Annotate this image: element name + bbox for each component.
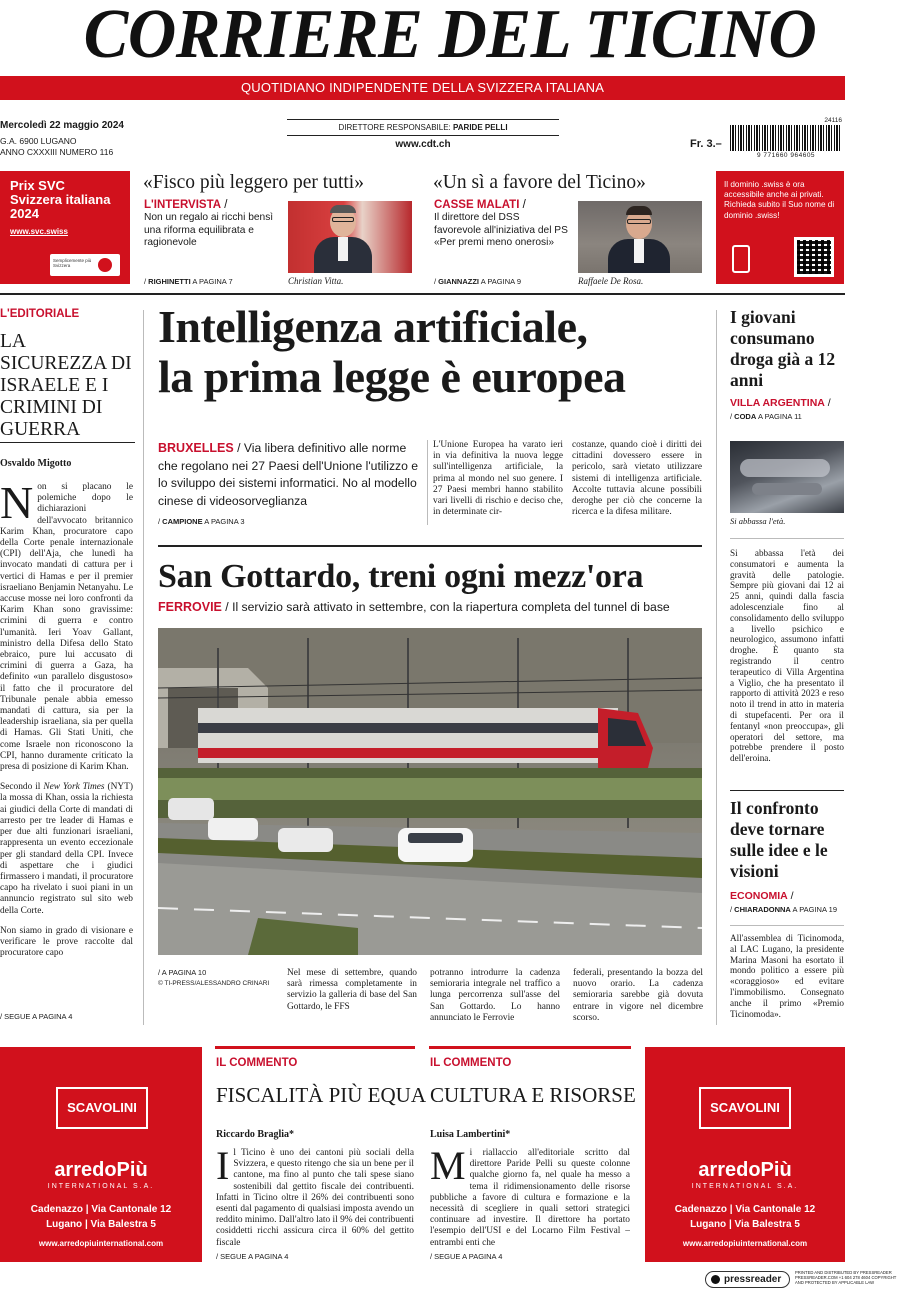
gotthard-photo bbox=[158, 628, 702, 955]
qr-code-icon[interactable] bbox=[794, 237, 834, 277]
gotthard-deck: FERROVIE / Il servizio sarà attivato in settembre, con la riapertura completa del tunnel di base bbox=[158, 600, 670, 614]
masthead-subtitle: QUOTIDIANO INDIPENDENTE DELLA SVIZZERA ITALIANA bbox=[240, 80, 605, 95]
casse-ref[interactable]: / GIANNAZZI A PAGINA 9 bbox=[434, 277, 521, 286]
casse-caption: Raffaele De Rosa. bbox=[578, 276, 644, 286]
masthead-title: CORRIERE DEL TICINO bbox=[83, 0, 817, 73]
promo-domain[interactable] bbox=[716, 171, 844, 284]
director-line: DIRETTORE RESPONSABILE: PARIDE PELLI bbox=[338, 123, 508, 132]
phone-icon bbox=[732, 245, 750, 273]
editorial-kicker: L'EDITORIALE bbox=[0, 308, 80, 320]
economy-headline[interactable]: Il confronto deve tornare sulle idee e le visioni bbox=[730, 798, 828, 881]
ad-left-url[interactable]: www.arredopiuinternational.com bbox=[38, 1239, 164, 1248]
ad-right-line1: Cadenazzo | Via Cantonale 12 bbox=[674, 1204, 816, 1215]
interview-kicker: L'INTERVISTA / bbox=[144, 199, 228, 211]
comment2-author: Luisa Lambertini* bbox=[430, 1129, 511, 1140]
drugs-photo bbox=[730, 441, 844, 513]
lead-headline[interactable]: Intelligenza artificiale, la prima legge è europea bbox=[158, 301, 626, 402]
ad-left-brand: SCAVOLINI bbox=[56, 1087, 148, 1129]
price: Fr. 3.– bbox=[690, 138, 722, 150]
interview-photo bbox=[288, 201, 412, 273]
comment2-body: Mi riallaccio all'editoriale scritto dal direttore Paride Pelli su queste colonne qualche giorno fa, nel quale ha messo a tema il ridimensionamento delle risorse pubbliche a favore di cultura e formazione e la necessità di scegliere in quali settori strategici continuare ad investire. Il direttore ha portato l'esempio dell'USI e del Locarno Film Festival – entrambi enti che bbox=[430, 1148, 630, 1248]
economy-ref[interactable]: / CHIARADONNA A PAGINA 19 bbox=[730, 905, 837, 914]
gotthard-photo-credit: © TI-PRESS/ALESSANDRO CRINARI bbox=[158, 980, 270, 987]
comment1-body: Il Ticino è uno dei cantoni più sociali della Svizzera, e questo ritengo che sia un bene per il cantone, ma fino al punto che tali spese siano sostenibili dal gettito fiscale dei contribuenti. Infatti in Ticino oltre il 26% dei contribuenti sono esenti dal pagamento di qualsiasi imposta avendo un reddito minimo. Dall'altro lato il 9% dei contribuenti cosiddetti ricchi assicura circa il 60% del gettito fiscale bbox=[216, 1148, 414, 1248]
date: Mercoledì 22 maggio 2024 bbox=[0, 120, 124, 131]
comment1-author: Riccardo Braglia* bbox=[216, 1129, 295, 1140]
ad-left-line1: Cadenazzo | Via Cantonale 12 bbox=[30, 1204, 172, 1215]
ad-right-url[interactable]: www.arredopiuinternational.com bbox=[682, 1239, 808, 1248]
website-link[interactable]: www.cdt.ch bbox=[395, 139, 451, 150]
ad-left-store: arredoPiù bbox=[54, 1159, 148, 1181]
gotthard-col2: potranno introdurre la cadenza semioraria integrale nel traffico a lunga percorrenza sull'asse del San Gottardo. Lo hanno annunciato le Ferrovie bbox=[430, 968, 560, 1023]
issue-number: ANNO CXXXIII NUMERO 116 bbox=[0, 147, 114, 157]
place: G.A. 6900 LUGANO bbox=[0, 136, 77, 146]
drugs-caption: Si abbassa l'età. bbox=[730, 516, 786, 526]
comment2-headline[interactable]: CULTURA E RISORSE bbox=[430, 1083, 636, 1107]
gotthard-headline[interactable]: San Gottardo, treni ogni mezz'ora bbox=[158, 558, 644, 595]
pressreader-notice: PRINTED AND DISTRIBUTED BY PRESSREADER PRESSREADER.COM +1 604 278 4604 COPYRIGHT AND PROTECTED BY APPLICABLE LAW bbox=[795, 1270, 897, 1285]
casse-photo bbox=[578, 201, 702, 273]
interview-ref[interactable]: / RIGHINETTI A PAGINA 7 bbox=[144, 277, 233, 286]
casse-kicker: CASSE MALATI / bbox=[434, 199, 526, 211]
editorial-body: N on si placano le polemiche dopo le dichiarazioni dell'avvocato britannico Karim Khan, procuratore capo della Corte penale internazionale (CPI) dell'Aja, che lunedì ha invocato mandati di cattura per i vertici di Hamas e per il premier israeliano Benjamin Netanyahu. Le accuse mosse nei loro confronti da Karim Khan sono gravissime: crimini di guerra e contro l'umanità. Ieri Yoav Gallant, ministro della Difesa dello Stato ebraico, pure lui accusato di crimini di guerra a Gaza, ha definito «un parallelo disgustoso» il fatto che il procuratore del Tribunale penale abbia emesso mandati di cattura, sia per la leadership israeliana, sia per quella di Hamas. Gli Stati Uniti, che come Israele non riconoscono la CPI, hanno duramente criticato la presa di posizione di Karim Khan. Secondo il New York Times (NYT) la mossa di Khan, ossia la richiesta ai giudici della Corte di mandati di arresto per tre leader di Hamas e per due alti funzionari israeliani, rappresenta un evento eccezionale per gli standard della CPI. Invece di aspettare che i giudici firmassero i mandati, il procuratore capo ha rivelato i suoi piani in un annuncio registrato sul sito web della Corte. Non siamo in grado di visionare e verificare le prove raccolte dal procuratore capo bbox=[0, 482, 133, 959]
ad-right[interactable] bbox=[645, 1047, 845, 1262]
lead-col2: costanze, quando cioè i diritti dei cittadini dovessero essere in pericolo, sarà vietato utilizzare sistemi di intelligenza artificiale. Accolte tuttavia alcune possibili deroghe per ciò che concerne la ricerca e la difesa militare. bbox=[572, 440, 702, 518]
masthead-subtitle-band bbox=[0, 76, 845, 100]
lead-ref[interactable]: / CAMPIONE A PAGINA 3 bbox=[158, 517, 245, 526]
ad-right-line2: Lugano | Via Balestra 5 bbox=[690, 1219, 800, 1230]
ad-right-store-sub: INTERNATIONAL S.A. bbox=[691, 1183, 799, 1190]
ad-left-store-sub: INTERNATIONAL S.A. bbox=[47, 1183, 155, 1190]
drugs-kicker: VILLA ARGENTINA / bbox=[730, 397, 831, 409]
ad-left-line2: Lugano | Via Balestra 5 bbox=[46, 1219, 156, 1230]
comment2-ref[interactable]: / SEGUE A PAGINA 4 bbox=[430, 1252, 503, 1261]
comment1-headline[interactable]: FISCALITÀ PIÙ EQUA bbox=[216, 1083, 426, 1107]
editorial-ref[interactable]: / SEGUE A PAGINA 4 bbox=[0, 1012, 73, 1021]
lead-deck: BRUXELLES / Via libera definitivo alle norme che regolano nei 27 Paesi dell'Unione l'utilizzo e lo sviluppo dei sistemi informatici. No al modello cinese di videosorveglianza bbox=[158, 441, 419, 508]
drugs-ref[interactable]: / CODA A PAGINA 11 bbox=[730, 412, 802, 421]
drugs-body: Si abbassa l'età dei consumatori e aumenta la gravità delle patologie. Sempre più giovani dai 12 ai 25 anni, quindi dalla fascia adolescenziale fino al consolidamento dello sviluppo a livello psichico e neurologico, assumono infatti droghe. È quanto sta registrando il centro terapeutico di Villa Argentina a Viglio, che ha presentato il rapporto di attività 2023 e reso noto il trend in atto in materia di stupefacenti. Per ora il fentanyl «non preoccupa», gli operatori del settore, ma potrebbe prendere il posto dell'eroina. bbox=[730, 548, 844, 764]
economy-kicker: ECONOMIA / bbox=[730, 890, 794, 902]
interview-headline[interactable]: «Fisco più leggero per tutti» bbox=[143, 172, 364, 193]
promo-domain-text: Il dominio .swiss è ora accessibile anche ai privati. Richieda subito il Suo nome di dominio .swiss! bbox=[724, 180, 835, 220]
comment1-kicker: IL COMMENTO bbox=[216, 1057, 298, 1069]
ad-right-brand: SCAVOLINI bbox=[699, 1087, 791, 1129]
drugs-headline[interactable]: I giovani consumano droga già a 12 anni bbox=[730, 307, 836, 390]
interview-caption: Christian Vitta. bbox=[288, 276, 344, 286]
interview-text: Non un regalo ai ricchi bensì una riforma equilibrata e ragionevole bbox=[144, 212, 274, 248]
promo-svc[interactable] bbox=[0, 171, 130, 284]
casse-headline[interactable]: «Un sì a favore del Ticino» bbox=[433, 172, 646, 193]
economy-body: All'assemblea di Ticinomoda, al LAC Lugano, la presidente Marina Masoni ha esortato il mondo politico a essere più «coraggioso» ed evitare l'immobilismo. Consegnato anche il primo «Premio Ticinomoda». bbox=[730, 933, 844, 1019]
lead-col1: L'Unione Europea ha varato ieri in via definitiva la nuova legge sull'intelligenza artificiale, la prima al mondo nel suo genere. I 27 Paesi membri hanno stabilito vari livelli di rischio e deciso che, in determinate cir- bbox=[433, 440, 563, 518]
casse-text: Il direttore del DSS favorevole all'iniziativa del PS «Per premi meno onerosi» bbox=[434, 212, 568, 248]
comment2-kicker: IL COMMENTO bbox=[430, 1057, 512, 1069]
promo-svc-small: Semplicemente più Svizzera bbox=[53, 258, 92, 268]
pressreader-icon bbox=[711, 1275, 720, 1284]
ad-right-store: arredoPiù bbox=[698, 1159, 792, 1181]
gotthard-col1: Nel mese di settembre, quando sarà rimessa completamente in servizio la galleria di base del San Gottardo, le FFS bbox=[287, 968, 417, 1012]
ad-left[interactable] bbox=[0, 1047, 202, 1262]
editorial-author: Osvaldo Migotto bbox=[0, 458, 72, 469]
promo-svc-title: Prix SVC Svizzera italiana 2024 bbox=[10, 178, 111, 221]
comment1-ref[interactable]: / SEGUE A PAGINA 4 bbox=[216, 1252, 289, 1261]
train-scene bbox=[158, 628, 702, 955]
barcode: 24116 9 771660 964605 bbox=[730, 117, 842, 161]
gotthard-photo-ref[interactable]: / A PAGINA 10 bbox=[158, 968, 207, 977]
pressreader-badge[interactable]: pressreader bbox=[705, 1271, 790, 1288]
editorial-headline[interactable]: LA SICUREZZA DI ISRAELE E I CRIMINI DI GUERRA bbox=[0, 331, 132, 440]
svc-logo-icon bbox=[98, 258, 112, 272]
gotthard-col3: federali, presentando la bozza del nuovo orario. La cadenza semioraria sarebbe già dovuta entrare in vigore nel dicembre scorso. bbox=[573, 968, 703, 1023]
promo-svc-url[interactable]: www.svc.swiss bbox=[10, 227, 68, 236]
